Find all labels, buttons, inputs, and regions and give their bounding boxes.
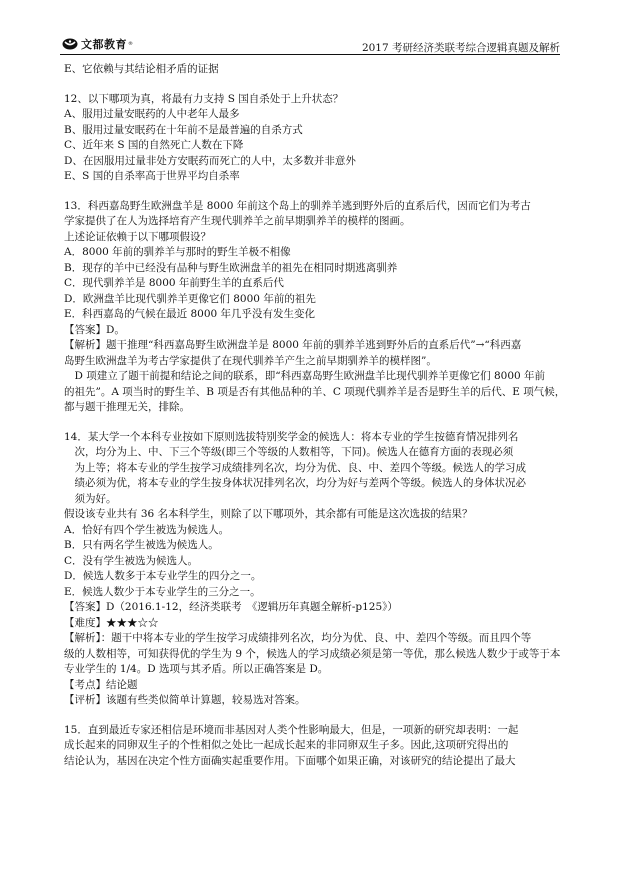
wendu-logo-icon — [62, 38, 78, 50]
q13-answer: 【答案】D。 — [64, 323, 125, 336]
q15-stem-line: 15．直到最近专家还相信是环境而非基因对人类个性影响最大，但是，一项新的研究却表明：一起 — [64, 723, 519, 736]
q12-option-c: C、近年来 S 国的自然死亡人数在下降 — [64, 139, 244, 151]
header-title: 2017 考研经济类联考综合逻辑真题及解析 — [361, 42, 560, 54]
header-rule — [60, 54, 560, 55]
logo-registered-mark: ® — [128, 41, 133, 47]
q14-option-a: A．恰好有四个学生被选为候选人。 — [64, 523, 230, 536]
q14-stem-line: 为上等；将本专业的学生按学习成绩排列名次，均分为优、良、中、差四个等级。候选人的学习成 — [74, 461, 526, 474]
q14-option-c: C．没有学生被选为候选人。 — [64, 554, 199, 567]
q12-stem: 12、以下哪项为真，将最有力支持 S 国自杀处于上升状态？ — [64, 92, 344, 105]
q13-option-b: B．现存的羊中已经没有品种与野生欧洲盘羊的祖先在相同时期逃离驯养 — [64, 261, 398, 274]
question-15 — [64, 723, 564, 770]
page-header — [0, 0, 620, 52]
q14-stem-line: 绩必须为优，将本专业的学生按身体状况排列名次，均分为好与差两个等级。候选人的身体状况必 — [74, 477, 526, 489]
q11-option-e: E、它依赖与其结论相矛盾的证据 — [64, 63, 219, 75]
q13-stem-line: 上述论证依赖于以下哪项假设？ — [64, 230, 211, 243]
q15-stem-line: 成长起来的同卵双生子的个性相似之处比一起成长起来的非同卵双生子多。因此,这项研究得出的 — [64, 739, 509, 751]
q12-option-a: A、服用过量安眠药的人中老年人最多 — [64, 108, 240, 120]
logo-text: 文都教育 — [81, 38, 127, 51]
q14-analysis-line: 专业学生的 1/4。D 选项与其矛盾。所以正确答案是 D。 — [64, 663, 329, 675]
q15-stem-line: 结论认为，基因在决定个性方面确实起重要作用。下面哪个如果正确，对该研究的结论提出了最大 — [64, 754, 516, 767]
page-content — [64, 62, 564, 769]
q12-option-b: B、服用过量安眠药在十年前不是最普遍的自杀方式 — [64, 123, 303, 136]
logo — [62, 36, 133, 52]
q13-analysis-line: 岛野生欧洲盘羊为考古学家提供了在现代驯养羊产生之前早期驯养羊的模样图”。 — [64, 354, 437, 367]
q14-stem-line: 须为好。 — [74, 492, 117, 505]
q13-stem-line: 13．科西嘉岛野生欧洲盘羊是 8000 年前这个岛上的驯养羊逃到野外后的直系后代，因而它们为考古 — [64, 199, 531, 212]
question-12 — [64, 92, 564, 185]
q14-analysis-line: 级的人数相等，可知获得优的学生为 9 个，候选人的学习成绩必须是第一等优，那么候选人数少于或等于本 — [64, 647, 561, 660]
q13-stem-line: 学家提供了在人为选择培育产生现代驯养羊之前早期驯养羊的模样的图画。 — [64, 215, 411, 227]
q13-analysis-line: 的祖先”。A 项当时的野生羊、B 项是否有其他品种的羊、C 项现代驯养羊是否是野生羊的后代、E 项气候， — [64, 385, 566, 398]
q14-comment: 【评析】该题有些类似简单计算题，较易选对答案。 — [64, 694, 306, 706]
q13-option-d: D．欧洲盘羊比现代驯养羊更像它们 8000 年前的祖先 — [64, 292, 316, 305]
q14-point: 【考点】结论题 — [64, 678, 138, 691]
q14-answer: 【答案】D（2016.1-12，经济类联考 《逻辑历年真题全解析-p125》） — [64, 601, 398, 613]
q13-option-c: C．现代驯养羊是 8000 年前野生羊的直系后代 — [64, 277, 284, 289]
q12-option-e: E、S 国的自杀率高于世界平均自杀率 — [64, 170, 240, 182]
q14-difficulty: 【难度】★★★☆☆ — [64, 616, 159, 629]
q14-analysis-line: 【解析】：题干中将本专业的学生按学习成绩排列名次，均分为优、良、中、差四个等级。而且四个等 — [64, 632, 532, 644]
q14-option-b: B．只有两名学生被选为候选人。 — [64, 539, 219, 551]
q13-analysis-line: 都与题干推理无关，排除。 — [64, 401, 190, 413]
q13-analysis-line: 【解析】题干推理“科西嘉岛野生欧洲盘羊是 8000 年前的驯养羊逃到野外后的直系后代”→“科西嘉 — [64, 339, 522, 351]
q14-stem-line: 次，均分为上、中、下三个等级(即三个等级的人数相等，下同)。候选人在德育方面的表现必须 — [74, 446, 514, 458]
q14-stem-line: 假设该专业共有 36 名本科学生，则除了以下哪项外，其余都有可能是这次选拔的结果？ — [64, 508, 473, 520]
question-13 — [64, 199, 564, 416]
question-14 — [64, 430, 564, 709]
q13-option-a: A．8000 年前的驯养羊与那时的野生羊极不相像 — [64, 246, 291, 258]
q13-option-e: E．科西嘉岛的气候在最近 8000 年几乎没有发生变化 — [64, 308, 316, 320]
q13-analysis-line: D 项建立了题干前提和结论之间的联系，即“科西嘉岛野生欧洲盘羊比现代驯养羊更像它们 8000 年前 — [74, 370, 546, 382]
q12-option-d: D、在因服用过量非处方安眠药而死亡的人中，太多数并非意外 — [64, 154, 356, 167]
q14-option-d: D．候选人数多于本专业学生的四分之一。 — [64, 570, 262, 582]
q14-stem-line: 14．某大学一个本科专业按如下原则选拔特别奖学金的候选人：将本专业的学生按德育情况排列名 — [64, 430, 519, 443]
q14-option-e: E．候选人数少于本专业学生的三分之一。 — [64, 585, 261, 598]
